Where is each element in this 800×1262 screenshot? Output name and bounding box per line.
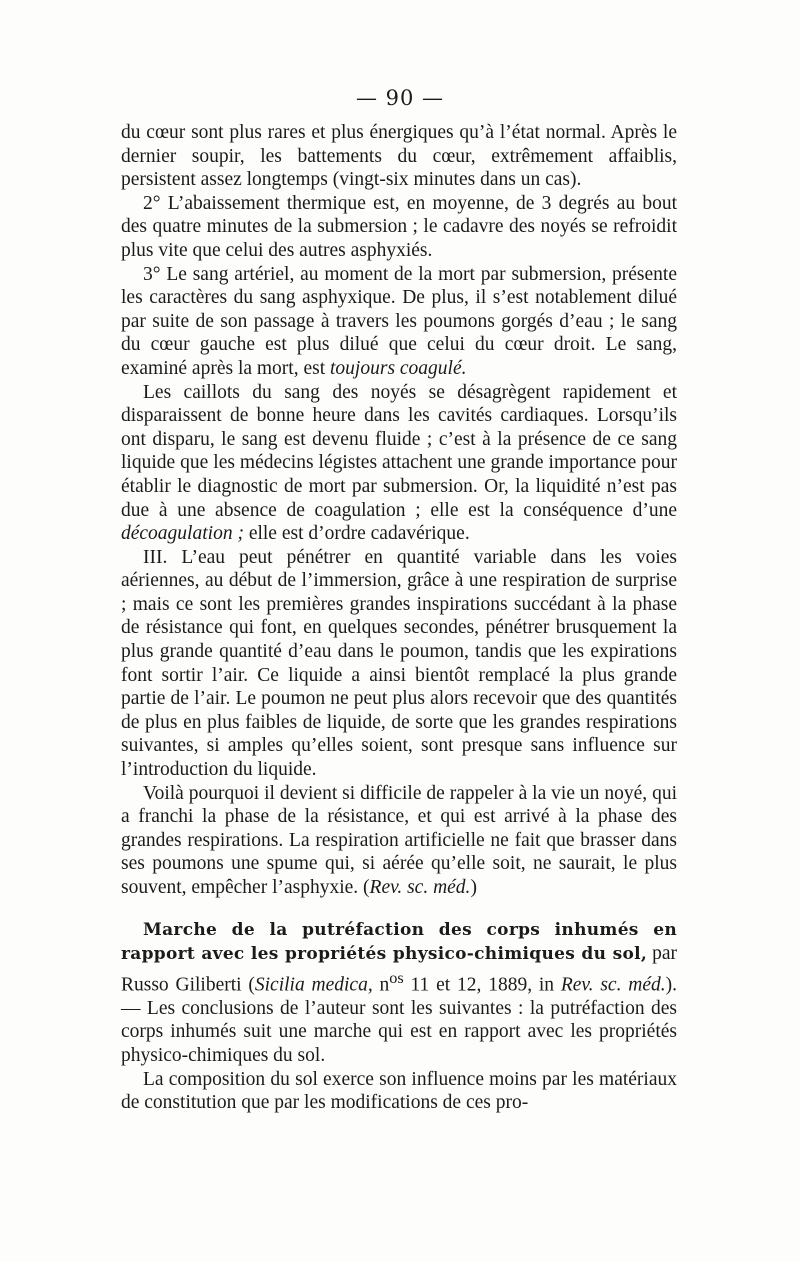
paragraph-2-text: 2° L’abaissement thermique est, en moyenne, de 3 degrés au bout des quatre minutes de la submersion ; le cadavre des noyés se refroidit plus vite que celui des autres asphyxiés. [121, 192, 677, 261]
paragraph-1 [121, 121, 677, 192]
paragraph-4 [121, 381, 677, 546]
section-2-text-b: n [372, 974, 390, 996]
paragraph-3 [121, 263, 677, 381]
paragraph-2 [121, 192, 677, 263]
section-2-citation: Rev. sc. méd. [560, 974, 666, 996]
paragraph-4-text-b: elle est d’ordre cadavérique. [243, 523, 470, 545]
section-2-title: Marche de la putréfaction des corps inhumés en rapport avec les propriétés physico-chimiques du sol, [121, 919, 677, 965]
paragraph-5 [121, 546, 677, 782]
paragraph-5-text: III. L’eau peut pénétrer en quantité variable dans les voies aériennes, au début de l’immersion, grâce à une respiration de surprise ; mais ce sont les premières grandes inspirations succédant à la phase de résistance qui font, en quelques secondes, pénétrer brusquement la plus grande quantité d’eau dans le poumon, tandis que les expirations font sortir l’air. Ce liquide a ainsi bientôt remplacé la plus grande partie de l’air. Le poumon ne peut plus alors recevoir que des quantités de plus en plus faibles de liquide, de sorte que les grandes respirations suivantes, si amples qu’elles soient, sont presque sans influence sur l’introduction du liquide. [121, 546, 677, 781]
paragraph-6 [121, 782, 677, 900]
section-2-text-c: 11 et 12, 1889, in [403, 974, 561, 996]
section-2-text-d: ). — Les conclusions de l’auteur sont les suivantes : la putréfaction des corps inhumés suit une marche qui est en rapport avec les propriétés physico-chimiques du sol. [121, 974, 677, 1067]
section-2-superscript: os [389, 968, 404, 987]
section-2-journal: Sicilia medica, [254, 974, 373, 996]
section-2-heading-paragraph [121, 918, 677, 1068]
paragraph-4-emphasis: décoagulation ; [121, 523, 244, 545]
paragraph-3-text: 3° Le sang artériel, au moment de la mort par submersion, présente les caractères du sang asphyxique. De plus, il s’est notablement dilué par suite de son passage à travers les poumons gorgés d’eau ; le sang du cœur gauche est plus dilué que celui du cœur droit. Le sang, examiné après la mort, est [121, 263, 677, 379]
paragraph-4-text-a: Les caillots du sang des noyés se désagrègent rapidement et disparaissent de bonne heure dans les cavités cardiaques. Lorsqu’ils ont disparu, le sang est devenu fluide ; c’est à la présence de ce sang liquide que les médecins légistes attachent une grande importance pour établir le diagnostic de mort par submersion. Or, la liquidité n’est pas due à une absence de coagulation ; elle est la conséquence d’une [121, 381, 677, 521]
paragraph-6-text-b: ) [470, 877, 477, 898]
page-number: — 90 — [355, 86, 445, 110]
paragraph-8 [121, 1068, 677, 1115]
paragraph-6-citation: Rev. sc. méd. [369, 877, 471, 898]
body-text [121, 121, 677, 1115]
section-2-text-a: par Russo Giliberti ( [121, 943, 677, 996]
paragraph-1-text: du cœur sont plus rares et plus énergiques qu’à l’état normal. Après le dernier soupir, les battements du cœur, extrêmement affaiblis, persistent assez longtemps (vingt-six minutes dans un cas). [121, 122, 677, 191]
paragraph-6-text-a: Voilà pourquoi il devient si difficile de rappeler à la vie un noyé, qui a franchi la phase de la résistance, et qui est arrivé à la phase des grandes respirations. La respiration artificielle ne fait que brasser dans ses poumons une spume qui, si aérée qu’elle soit, ne saurait, le plus souvent, empêcher l’asphyxie. ( [121, 782, 677, 898]
paragraph-8-text: La composition du sol exerce son influence moins par les matériaux de constitution que par les modifications de ces pro- [121, 1068, 677, 1114]
paragraph-3-emphasis: toujours coagulé. [330, 357, 467, 379]
